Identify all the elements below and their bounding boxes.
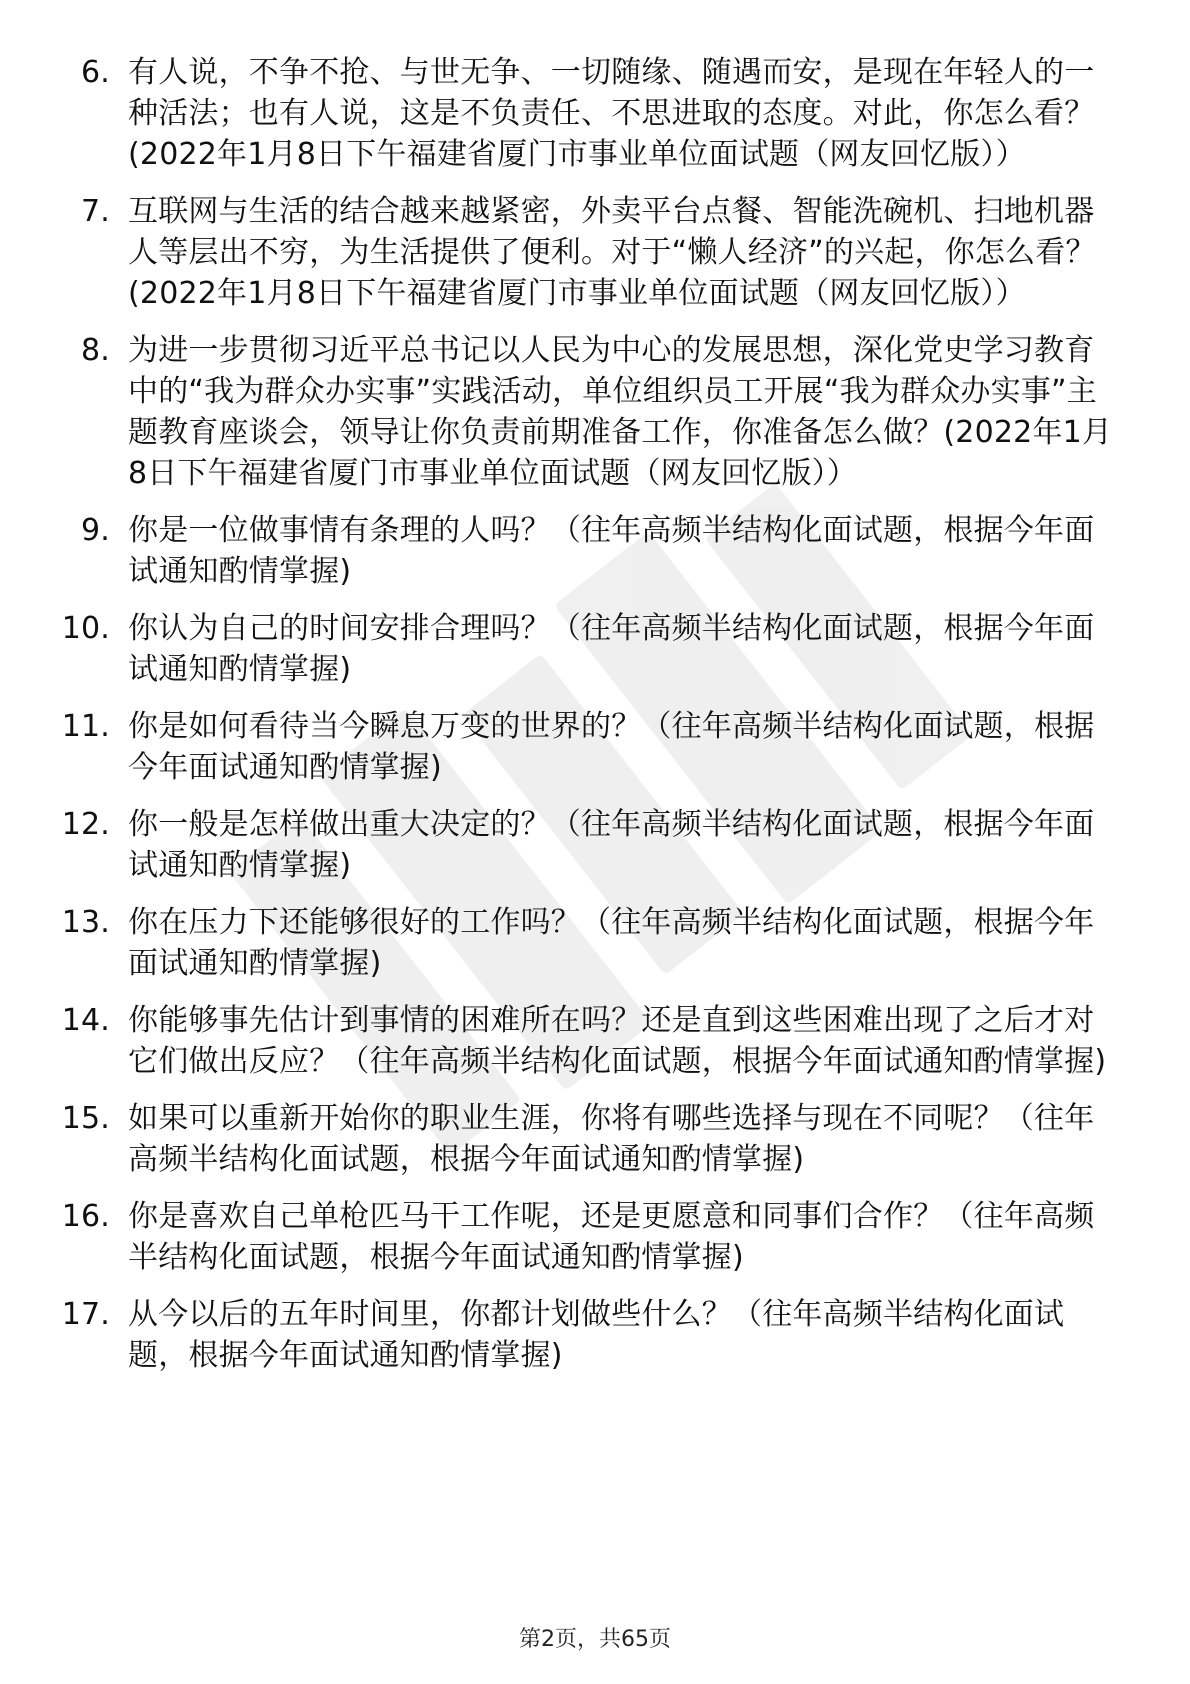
question-item-7 [0,191,1190,314]
question-text: 你是一位做事情有条理的人吗？（往年高频半结构化面试题，根据今年面试通知酌情掌握) [128,513,1095,589]
question-number: 10. [61,611,110,646]
question-item-11 [0,706,1190,788]
question-number: 17. [61,1297,110,1332]
question-item-16 [0,1196,1190,1278]
question-item-15 [0,1098,1190,1180]
question-text: 有人说，不争不抢、与世无争、一切随缘、随遇而安，是现在年轻人的一种活法；也有人说，这是不负责任、不思进取的态度。对此，你怎么看？(2022年1月8日下午福建省厦门市事业单位面试题（网友回忆版）） [128,55,1095,172]
question-item-13 [0,902,1190,984]
question-text: 互联网与生活的结合越来越紧密，外卖平台点餐、智能洗碗机、扫地机器人等层出不穷，为生活提供了便利。对于“懒人经济”的兴起，你怎么看？(2022年1月8日下午福建省厦门市事业单位面试题（网友回忆版）） [128,194,1096,311]
question-item-9 [0,510,1190,592]
question-text: 你是如何看待当今瞬息万变的世界的？（往年高频半结构化面试题，根据今年面试通知酌情掌握) [128,709,1095,785]
question-number: 14. [61,1003,110,1038]
question-item-8 [0,330,1190,494]
question-number: 16. [61,1199,110,1234]
question-number: 8. [80,333,110,368]
question-item-17 [0,1294,1190,1376]
question-item-14 [0,1000,1190,1082]
question-text: 你认为自己的时间安排合理吗？（往年高频半结构化面试题，根据今年面试通知酌情掌握) [128,611,1095,687]
question-text: 为进一步贯彻习近平总书记以人民为中心的发展思想，深化党史学习教育中的“我为群众办实事”实践活动，单位组织员工开展“我为群众办实事”主题教育座谈会，领导让你负责前期准备工作，你准备怎么做？(2022年1月8日下午福建省厦门市事业单位面试题（网友回忆版）） [128,333,1113,491]
question-number: 13. [61,905,110,940]
question-number: 6. [80,55,110,90]
question-number: 7. [80,194,110,229]
question-number: 11. [61,709,110,744]
question-number: 12. [61,807,110,842]
question-text: 如果可以重新开始你的职业生涯，你将有哪些选择与现在不同呢？（往年高频半结构化面试题，根据今年面试通知酌情掌握) [128,1101,1095,1177]
question-text: 你是喜欢自己单枪匹马干工作呢，还是更愿意和同事们合作？（往年高频半结构化面试题，根据今年面试通知酌情掌握) [128,1199,1095,1275]
question-item-6 [0,52,1190,175]
question-text: 你一般是怎样做出重大决定的？（往年高频半结构化面试题，根据今年面试通知酌情掌握) [128,807,1095,883]
question-number: 9. [80,513,110,548]
question-text: 你能够事先估计到事情的困难所在吗？还是直到这些困难出现了之后才对它们做出反应？（往年高频半结构化面试题，根据今年面试通知酌情掌握) [128,1003,1107,1079]
question-text: 你在压力下还能够很好的工作吗？（往年高频半结构化面试题，根据今年面试通知酌情掌握) [128,905,1095,981]
page-number: 第2页，共65页 [519,1627,671,1652]
question-item-12 [0,804,1190,886]
question-text: 从今以后的五年时间里，你都计划做些什么？（往年高频半结构化面试题，根据今年面试通知酌情掌握) [128,1297,1065,1373]
question-list [0,52,1190,1392]
question-item-10 [0,608,1190,690]
question-number: 15. [61,1101,110,1136]
